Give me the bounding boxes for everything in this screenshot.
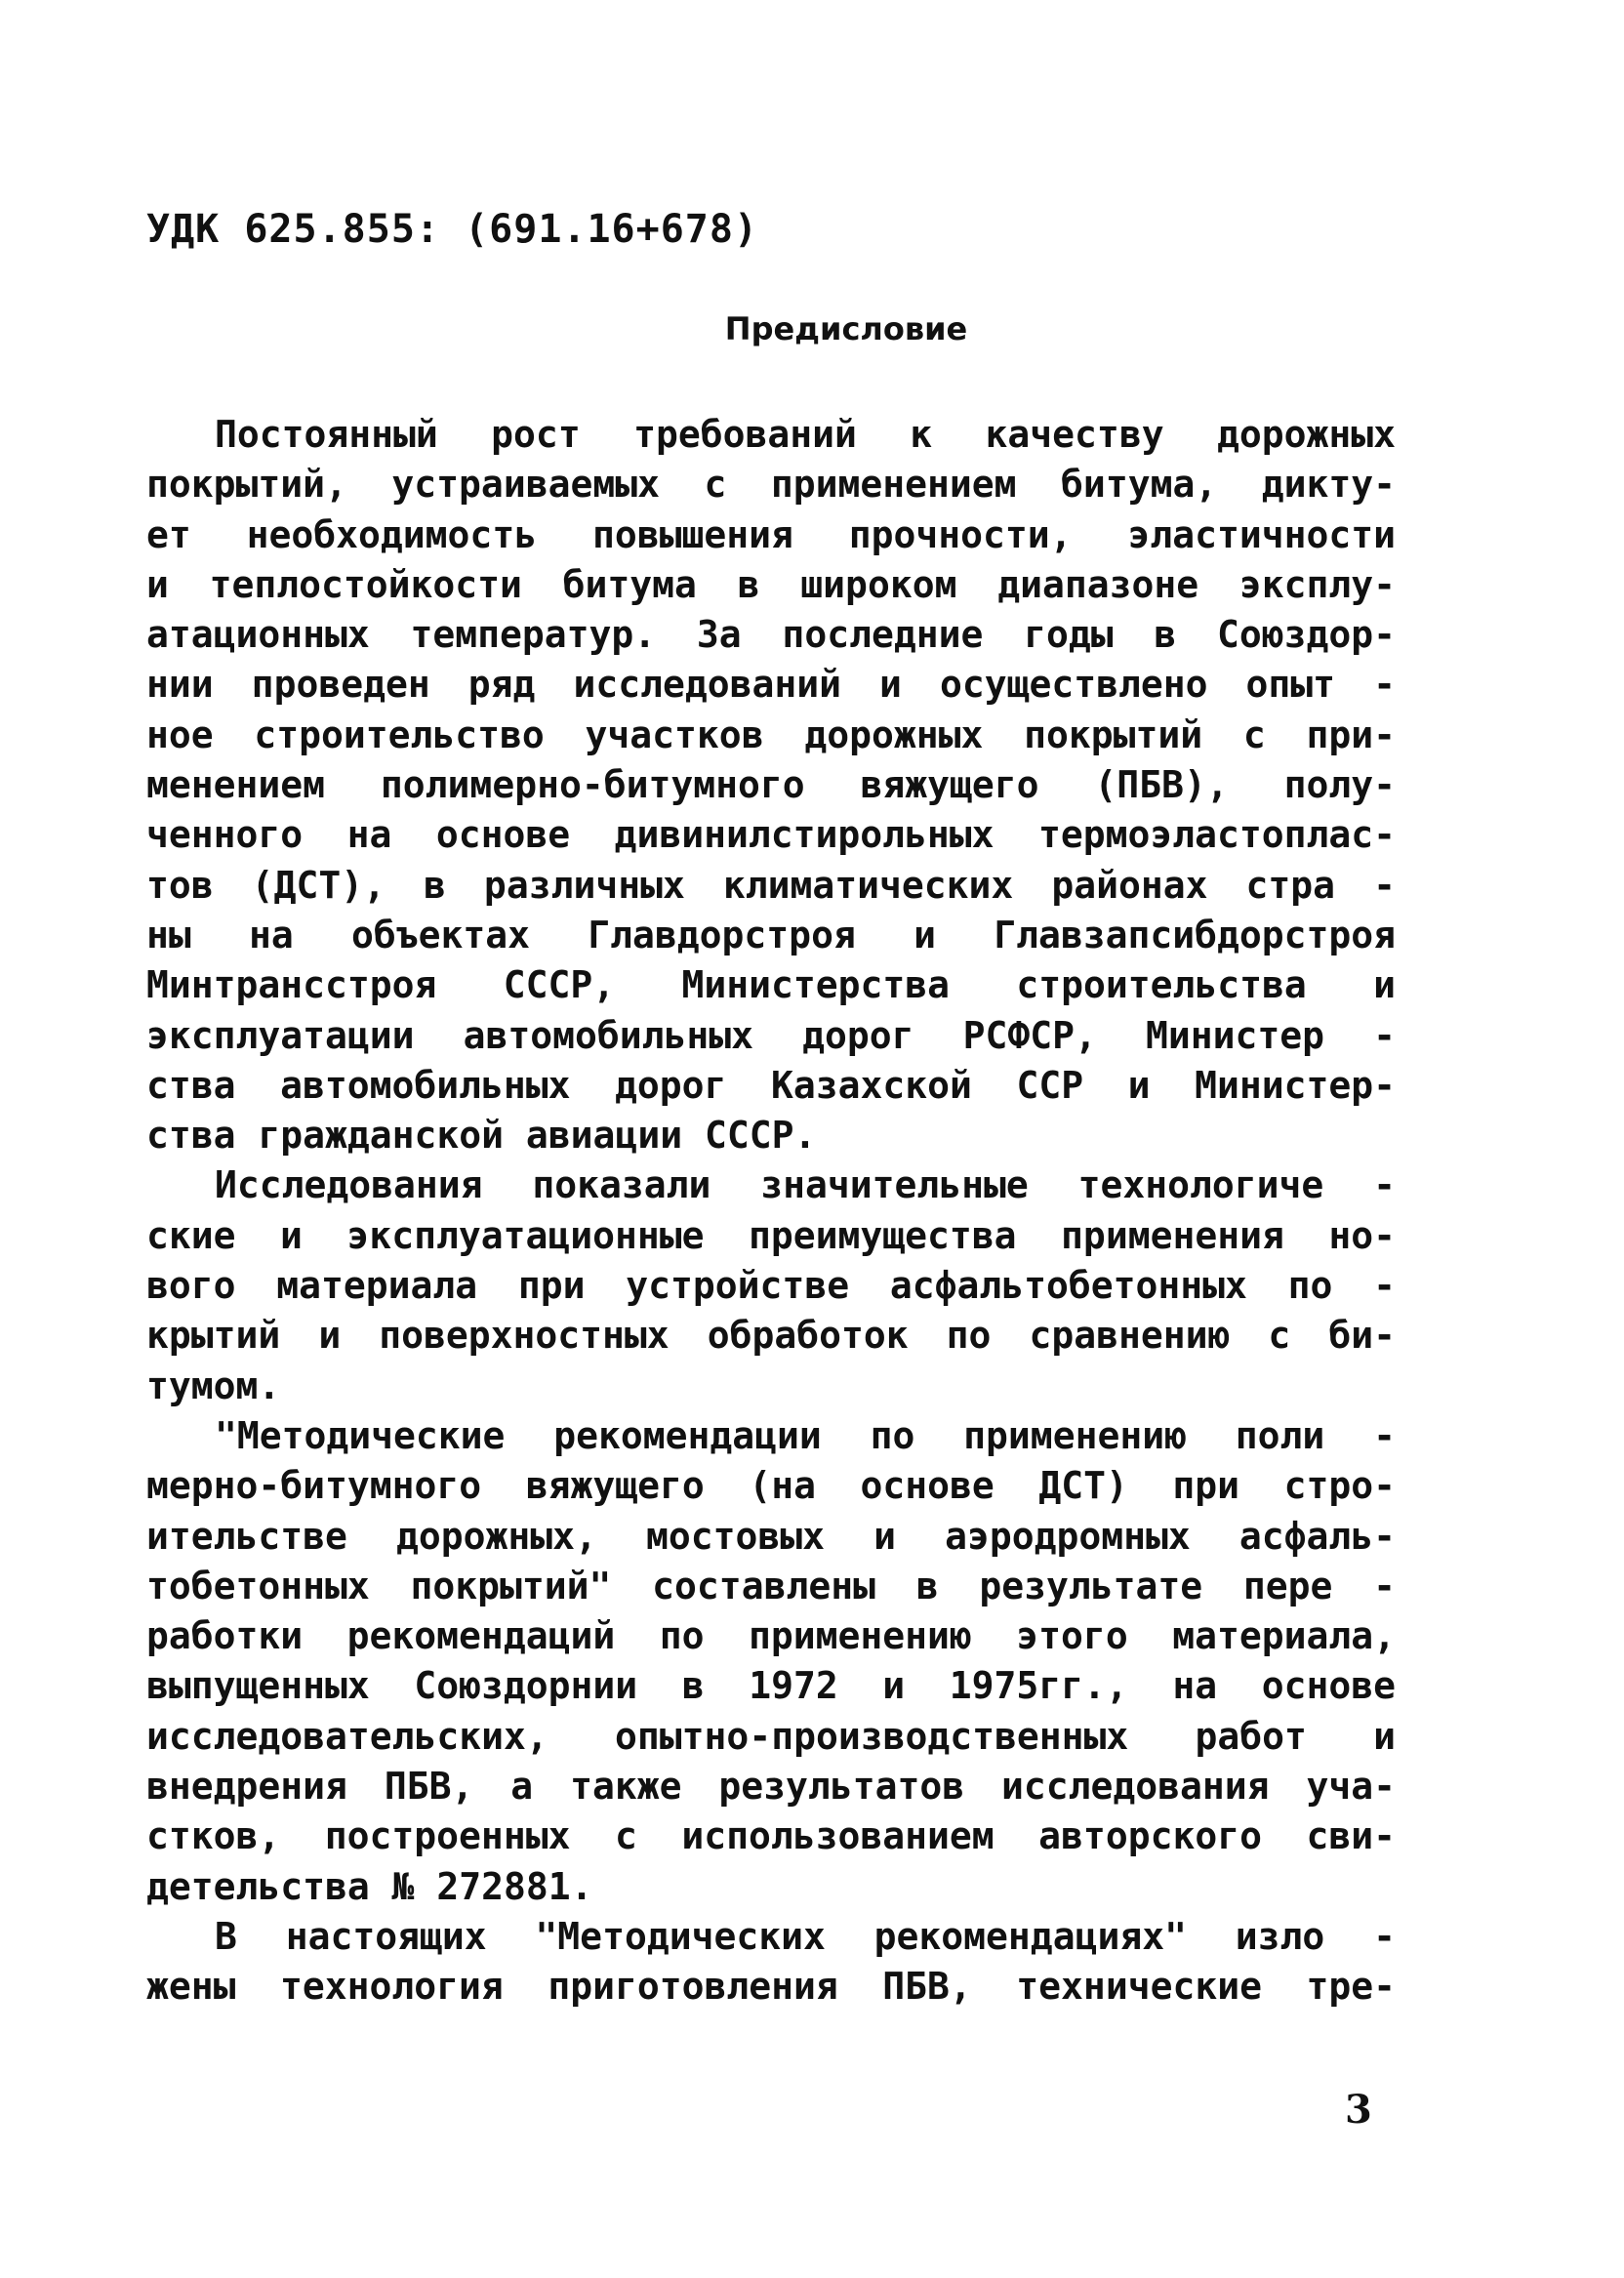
text-line: стков, построенных с использованием авторского сви-	[146, 1814, 1396, 1858]
section-heading: Предисловие	[724, 310, 968, 347]
text-line: тов (ДСТ), в различных климатических районах стра -	[146, 863, 1396, 907]
text-line: крытий и поверхностных обработок по сравнению с би-	[146, 1314, 1396, 1358]
text-line: ное строительство участков дорожных покрытий с при-	[146, 712, 1396, 756]
text-line: "Методические рекомендации по применению поли -	[215, 1413, 1396, 1457]
text-line: тобетонных покрытий" составлены в результате пере -	[146, 1564, 1396, 1607]
text-line: эксплуатации автомобильных дорог РСФСР, Министер -	[146, 1013, 1396, 1057]
text-line: Постоянный рост требований к качеству дорожных	[215, 413, 1396, 456]
text-line: нии проведен ряд исследований и осуществлено опыт -	[146, 663, 1396, 707]
text-line: мерно-битумного вяжущего (на основе ДСТ) при стро-	[146, 1464, 1396, 1508]
text-line: покрытий, устраиваемых с применением битума, дикту-	[146, 463, 1396, 507]
text-line: ства автомобильных дорог Казахской ССР и Министер-	[146, 1063, 1396, 1107]
text-line: и теплостойкости битума в широком диапазоне эксплу-	[146, 562, 1396, 606]
text-line: Минтрансстроя СССР, Министерства строительства и	[146, 963, 1396, 1007]
page-number: 3	[1345, 2087, 1372, 2133]
udk-code: УДК 625.855: (691.16+678)	[146, 207, 759, 252]
text-line: менением полимерно-битумного вяжущего (ПБВ), полу-	[146, 763, 1396, 807]
text-line: ства гражданской авиации СССР.	[146, 1114, 817, 1158]
text-line: вого материала при устройстве асфальтобетонных по -	[146, 1264, 1396, 1308]
body-text	[146, 410, 1396, 2013]
text-line: Исследования показали значительные технологиче -	[215, 1163, 1396, 1207]
text-line: тумом.	[146, 1363, 281, 1407]
text-line: внедрения ПБВ, а также результатов исследования уча-	[146, 1765, 1396, 1809]
text-line: ительстве дорожных, мостовых и аэродромных асфаль-	[146, 1514, 1396, 1558]
text-line: детельства № 272881.	[146, 1864, 593, 1908]
text-line: ченного на основе дивинилстирольных термоэластоплас-	[146, 813, 1396, 857]
text-line: В настоящих "Методических рекомендациях" изло -	[215, 1914, 1396, 1958]
text-line: ет необходимость повышения прочности, эластичности	[146, 512, 1396, 556]
text-line: выпущенных Союздорнии в 1972 и 1975гг., на основе	[146, 1664, 1396, 1708]
text-line: исследовательских, опытно-производственных работ и	[146, 1714, 1396, 1758]
text-line: ны на объектах Главдорстроя и Главзапсибдорстроя	[146, 913, 1396, 956]
text-line: жены технология приготовления ПБВ, технические тре-	[146, 1965, 1396, 2009]
text-line: атационных температур. За последние годы в Союздор-	[146, 613, 1396, 657]
text-line: работки рекомендаций по применению этого материала,	[146, 1614, 1396, 1658]
text-line: ские и эксплуатационные преимущества применения но-	[146, 1213, 1396, 1257]
